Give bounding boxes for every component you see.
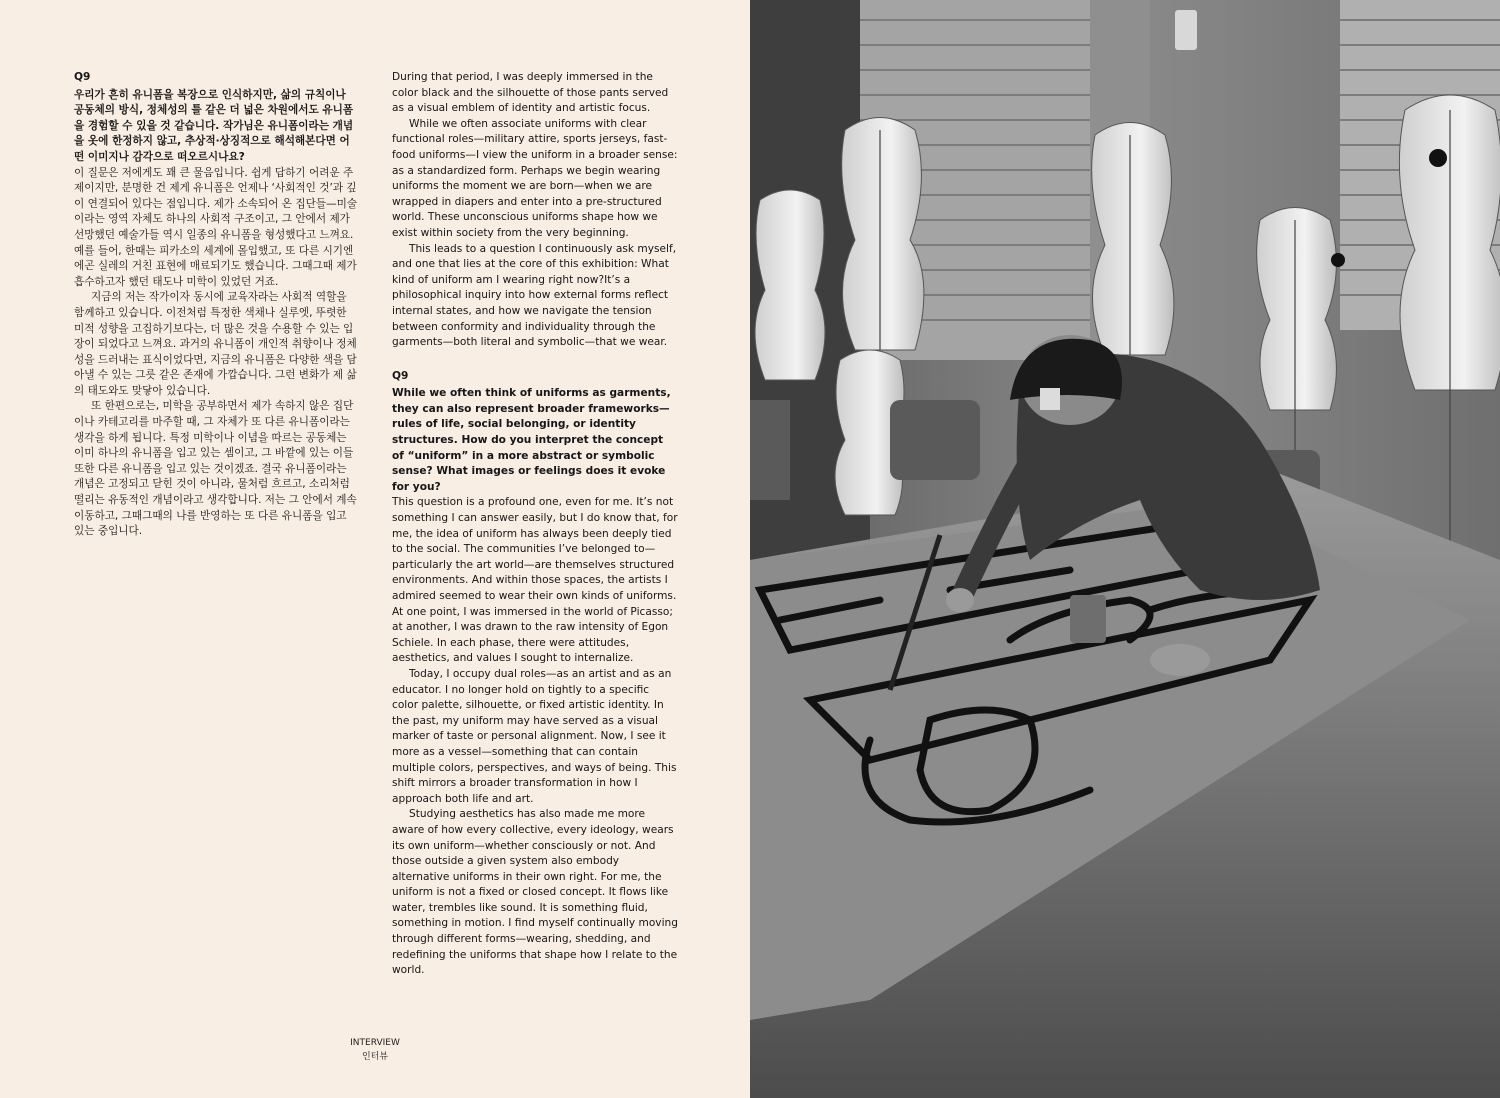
footer-section-en: INTERVIEW [350,1038,400,1048]
english-column [392,70,678,979]
answer-paragraph-ko: 또 한편으로는, 미학을 공부하면서 제가 속하지 않은 집단이나 카테고리를 마주할 때, 그 자체가 또 다른 유니폼이라는 생각을 하게 됩니다. 특정 미학이나 이념을 따르는 공동체는 이미 하나의 유니폼을 입고 있는 셈이고, 그 바깥에 있는 이들 또한 다른 유니폼을 입고 있는 것이겠죠. 결국 유니폼이라는 개념은 고정되고 닫힌 것이 아니라, 물처럼 흐르고, 소리처럼 떨리는 유동적인 개념이라고 생각합니다. 저는 그 안에서 계속 이동하고, 그때그때의 나를 반영하는 또 다른 유니폼을 입고 있는 중입니다. [74,400,357,538]
answer-paragraph-en: This question is a profound one, even for me. It’s not something I can answer easily, but I do know that, for me, the idea of uniform has always been deeply tied to the social. The communities I’ve belonged to—particularly the art world—are themselves structured environments. And within those spaces, the artists I admired seemed to wear their own kinds of uniforms. At one point, I was immersed in the world of Picasso; at another, I was drawn to the raw intensity of Egon Schiele. In each phase, there were attitudes, aesthetics, and values I sought to internalize. [392,496,678,665]
answer-paragraph-en: Today, I occupy dual roles—as an artist and as an educator. I no longer hold on tightly to a specific color palette, silhouette, or fixed artistic identity. In the past, my uniform may have served as a visual marker of taste or personal alignment. Now, I see it more as a vessel—something that can contain multiple colors, perspectives, and ways of being. This shift mirrors a broader transformation in how I approach both life and art. [392,667,677,805]
intro-paragraph: While we often associate uniforms with clear functional roles—military attire, sports jerseys, fast-food uniforms—I view the uniform in a broader sense: as a standardized form. Perhaps we begin wearing uniforms the moment we are born—when we are wrapped in diapers and enter into a pre-structured world. These unconscious uniforms shape how we exist within society from the very beginning. [392,117,678,239]
question-number: Q9 [392,369,409,382]
question-text-en: While we often think of uniforms as garments, they can also represent broader frameworks—rules of life, social belonging, or identity structures. How do you interpret the concept of “uniform” in a more abstract or symbolic sense? What images or feelings does it evoke for you? [392,387,671,493]
photo-illustration [750,0,1500,1098]
footer-section-ko: 인터뷰 [361,1052,389,1062]
question-text-ko: 우리가 흔히 유니폼을 복장으로 인식하지만, 삶의 규칙이나 공동체의 방식, 정체성의 틀 같은 더 넓은 차원에서도 유니폼을 경험할 수 있을 것 같습니다. 작가님은 유니폼이라는 개념을 옷에 한정하지 않고, 추상적·상징적으로 해석해본다면 어떤 이미지나 감각으로 떠오르시나요? [74,88,354,163]
section-gap [392,351,678,369]
answer-paragraph-ko: 지금의 저는 작가이자 동시에 교육자라는 사회적 역할을 함께하고 있습니다. 이전처럼 특정한 색채나 실루엣, 뚜렷한 미적 성향을 고집하기보다는, 더 많은 것을 수용할 수 있는 입장이 되었다고 느껴요. 과거의 유니폼이 개인적 취향이나 정체성을 드러내는 표식이었다면, 지금의 유니폼은 다양한 색을 담아낼 수 있는 그릇 같은 존재에 가깝습니다. 그런 변화가 제 삶의 태도와도 맞닿아 있습니다. [74,291,357,397]
artist-painting-photo [750,0,1500,1098]
korean-column [74,70,359,540]
answer-paragraph-en: Studying aesthetics has also made me more aware of how every collective, every ideology, wears its own uniform—whether consciously or not. And those outside a given system also embody alternative uniforms in their own right. For me, the uniform is not a fixed or closed concept. It flows like water, trembles like sound. It is something fluid, something in motion. I find myself continually moving through different forms—wearing, shedding, and redefining the uniforms that shape how I relate to the world. [392,808,678,977]
answer-paragraph-ko: 이 질문은 저에게도 꽤 큰 물음입니다. 쉽게 답하기 어려운 주제이지만, 분명한 건 제게 유니폼은 언제나 ‘사회적인 것’과 깊이 연결되어 있다는 점입니다. 제가 소속되어 온 집단들—미술이라는 영역 자체도 하나의 사회적 구조이고, 그 안에서 제가 선망했던 예술가들 역시 일종의 유니폼을 형성했다고 느껴요. 예를 들어, 한때는 피카소의 세계에 몰입했고, 또 다른 시기엔 에곤 실레의 거친 표현에 매료되기도 했습니다. 그때그때 제가 흡수하고자 했던 태도나 미학이 있었던 거죠. [74,166,358,288]
page-footer [300,1036,450,1064]
intro-paragraph: During that period, I was deeply immersed in the color black and the silhouette of those pants served as a visual emblem of identity and artistic focus. [392,71,669,115]
intro-paragraph: This leads to a question I continuously ask myself, and one that lies at the core of this exhibition: What kind of uniform am I wearing right now?It’s a philosophical inquiry into how external forms reflect internal states, and how we navigate the tension between conformity and individuality through the garments—both literal and symbolic—that we wear. [392,242,677,349]
question-number: Q9 [74,71,91,83]
